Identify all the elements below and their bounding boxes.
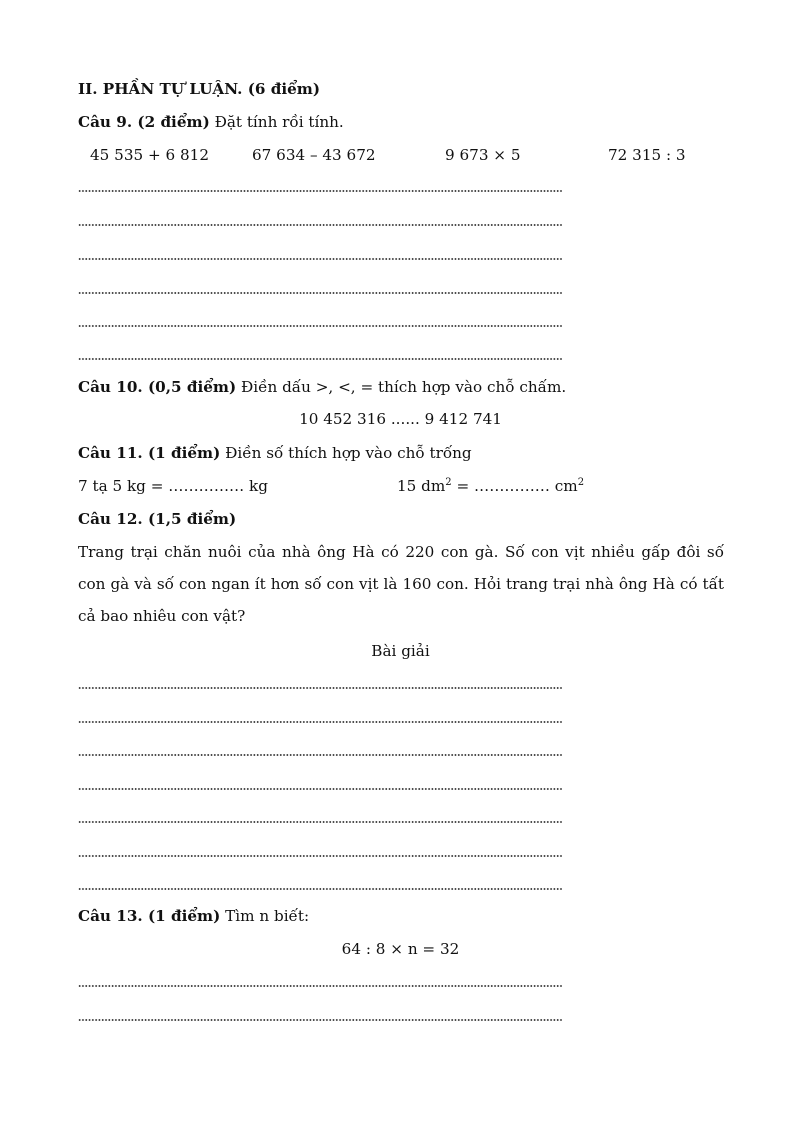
conversion-area: 15 $dm^2$ = …………… $cm^2$ (397, 477, 585, 495)
answer-line (78, 720, 562, 724)
expression-1: 45 535 + 6 812 (90, 146, 210, 164)
question-10-text: Điền dấu >, <, = thích hợp vào chỗ chấm. (236, 378, 567, 396)
question-10 (78, 377, 566, 397)
answer-line (78, 257, 562, 261)
answer-line (78, 291, 562, 295)
question-10-label: Câu 10. (0,5 điểm) (78, 378, 237, 396)
question-13-text: Tìm n biết: (220, 907, 310, 925)
comparison-expression: 10 452 316 ...... 9 412 741 (299, 410, 502, 428)
question-13-label: Câu 13. (1 điểm) (78, 907, 221, 925)
question-12-label: Câu 12. (1,5 điểm) (78, 510, 237, 528)
equation: 64 : 8 × n = 32 (341, 940, 460, 958)
answer-line (78, 753, 562, 757)
answer-line (78, 357, 562, 361)
conversion-mass: 7 tạ 5 kg = …………… kg (78, 477, 268, 495)
question-12-problem: Trang trại chăn nuôi của nhà ông Hà có 220 con gà. Số con vịt nhiều gấp đôi số con gà và số con ngan ít hơn số con vịt là 160 con. Hỏi trang trại nhà ông Hà có tất cả bao nhiêu con vật? (78, 543, 724, 625)
solution-heading: Bài giải (371, 642, 430, 660)
answer-line (78, 854, 562, 858)
answer-line (78, 324, 562, 328)
question-11-label: Câu 11. (1 điểm) (78, 444, 221, 462)
answer-line (78, 984, 562, 988)
answer-line (78, 686, 562, 690)
answer-line (78, 189, 562, 193)
section-title: II. PHẦN TỰ LUẬN. (6 điểm) (78, 80, 321, 98)
question-9-text: Đặt tính rồi tính. (209, 113, 344, 131)
expression-2: 67 634 – 43 672 (252, 146, 376, 164)
expression-3: 9 673 × 5 (445, 146, 521, 164)
answer-line (78, 787, 562, 791)
answer-line (78, 820, 562, 824)
question-9-label: Câu 9. (2 điểm) (78, 113, 210, 131)
answer-line (78, 223, 562, 227)
question-13 (78, 906, 309, 926)
expression-4: 72 315 : 3 (608, 146, 686, 164)
question-9 (78, 112, 344, 132)
answer-line (78, 1018, 562, 1022)
answer-line (78, 887, 562, 891)
question-11 (78, 443, 472, 463)
question-11-text: Điền số thích hợp vào chỗ trống (220, 444, 472, 462)
